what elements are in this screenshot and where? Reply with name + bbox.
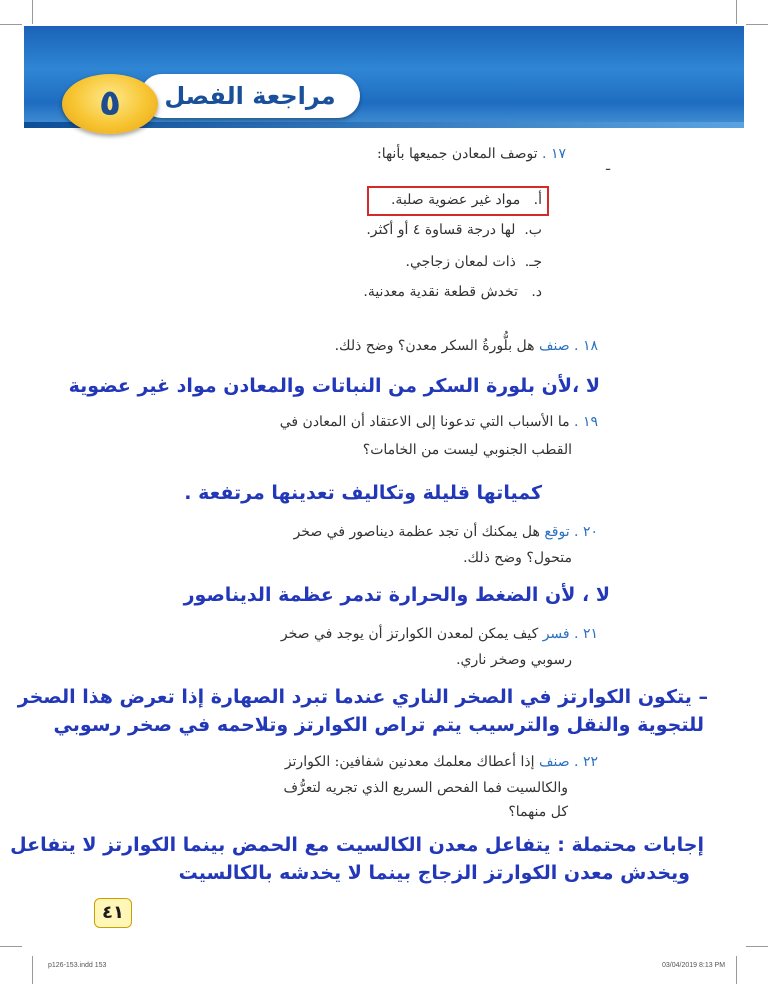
crop-mark	[0, 24, 22, 25]
question-number: ٢٠ .	[574, 524, 598, 540]
question-number: ١٩ .	[574, 414, 598, 430]
answer-20: لا ، لأن الضغط والحرارة تدمر عظمة الديناصور	[183, 584, 610, 606]
question-number: ٢١ .	[574, 626, 598, 642]
crop-mark	[736, 956, 737, 984]
footer-file: p126-153.indd 153	[48, 962, 107, 969]
question-21-line-2: رسوبي وصخر ناري.	[456, 652, 572, 668]
question-22-line-2: والكالسيت فما الفحص السريع الذي تجريه لتعرُّف	[283, 780, 568, 796]
page-number: ٤١	[94, 898, 132, 928]
question-22-line-3: كل منهما؟	[508, 804, 568, 820]
answer-22-line-1: إجابات محتملة : يتفاعل معدن الكالسيت مع الحمض بينما الكوارتز لا يتفاعل	[10, 834, 704, 856]
question-line: إذا أعطاك معلمك معدنين شفافين: الكوارتز	[284, 754, 535, 770]
question-text: هل بلُّورةُ السكر معدن؟ وضح ذلك.	[334, 338, 535, 354]
question-19-line-2: القطب الجنوبي ليست من الخامات؟	[362, 442, 572, 458]
option-letter: د.	[531, 284, 542, 300]
option-text: ذات لمعان زجاجي.	[405, 254, 516, 270]
option-text: لها درجة قساوة ٤ أو أكثر.	[366, 222, 516, 238]
question-keyword: صنف	[538, 338, 570, 354]
option-c	[406, 254, 542, 270]
question-21	[281, 626, 598, 642]
answer-21-line-2: للتجوية والنقل والترسيب يتم تراص الكوارتز وتلاحمه في صخر رسوبي	[53, 714, 704, 736]
question-20-line-2: متحول؟ وضح ذلك.	[463, 550, 572, 566]
answer-22-line-2: ويخدش معدن الكوارتز الزجاج بينما لا يخدشه بالكالسيت	[178, 862, 690, 884]
answer-19: كمياتها قليلة وتكاليف تعدينها مرتفعة .	[184, 482, 542, 504]
question-number: ١٨ .	[574, 338, 598, 354]
question-keyword: توقع	[544, 524, 570, 540]
question-line: كيف يمكن لمعدن الكوارتز أن يوجد في صخر	[280, 626, 539, 642]
chapter-number-badge: ٥	[62, 74, 158, 134]
question-22	[285, 754, 598, 770]
chapter-title: مراجعة الفصل	[164, 82, 336, 110]
crop-mark	[0, 946, 22, 947]
question-number: ١٧ .	[542, 146, 566, 162]
crop-mark	[736, 0, 737, 24]
option-a	[391, 192, 542, 208]
question-keyword: فسر	[542, 626, 570, 642]
question-keyword: صنف	[538, 754, 570, 770]
option-text: مواد غير عضوية صلبة.	[390, 192, 521, 208]
question-line: هل يمكنك أن تجد عظمة ديناصور في صخر	[293, 524, 540, 540]
option-letter: جـ.	[524, 254, 542, 270]
question-20	[294, 524, 598, 540]
question-number: ٢٢ .	[574, 754, 598, 770]
crop-mark	[746, 946, 768, 947]
option-text: تخدش قطعة نقدية معدنية.	[363, 284, 518, 300]
question-text: توصف المعادن جميعها بأنها:	[377, 146, 538, 162]
question-19	[280, 414, 598, 430]
option-d	[363, 284, 542, 300]
crop-mark	[746, 24, 768, 25]
stray-mark: ـ	[606, 158, 611, 174]
question-17	[377, 146, 566, 162]
answer-18: لا ،لأن بلورة السكر من النباتات والمعادن مواد غير عضوية	[68, 375, 600, 397]
question-18	[335, 338, 598, 354]
option-letter: ب.	[524, 222, 542, 238]
option-letter: أ.	[533, 192, 542, 208]
question-line: ما الأسباب التي تدعونا إلى الاعتقاد أن المعادن في	[279, 414, 570, 430]
crop-mark	[32, 0, 33, 24]
footer-timestamp: 03/04/2019 8:13 PM	[662, 962, 726, 969]
option-b	[366, 222, 542, 238]
crop-mark	[32, 956, 33, 984]
answer-21-line-1: – يتكون الكوارتز في الصخر الناري عندما تبرد الصهارة إذا تعرض هذا الصخر	[17, 686, 708, 708]
